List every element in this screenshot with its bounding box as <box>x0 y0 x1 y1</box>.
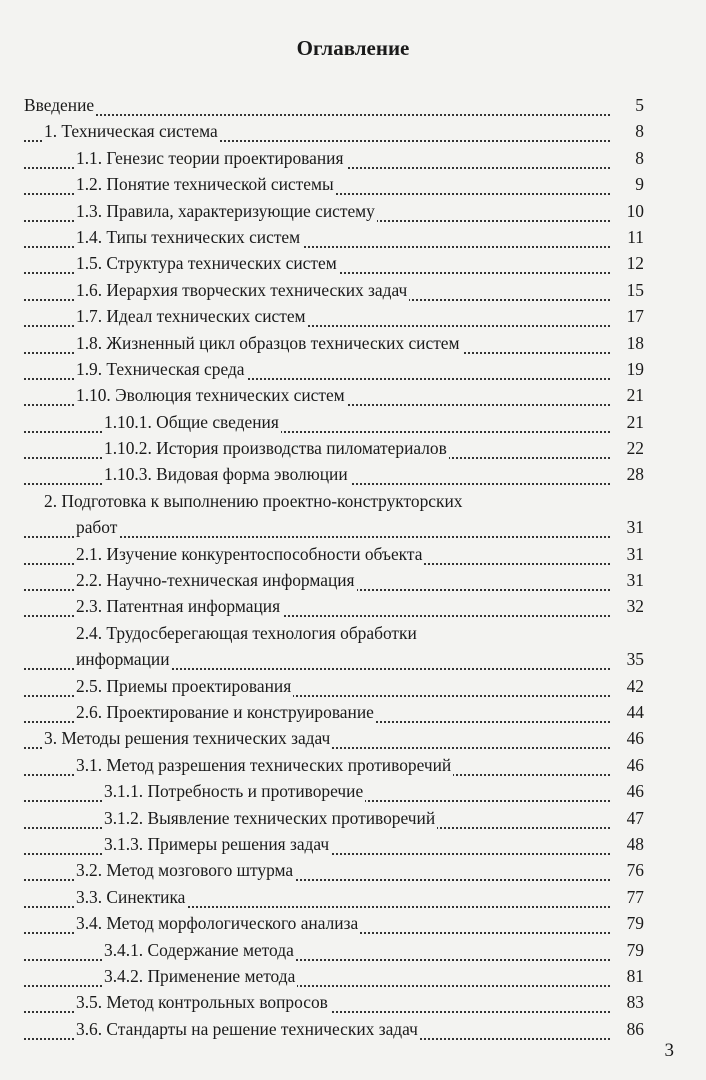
toc-entry <box>0 699 706 725</box>
toc-entry <box>0 831 706 857</box>
toc-entry-page: 22 <box>626 438 644 459</box>
toc-entry-page: 81 <box>626 965 644 986</box>
toc-entry-page: 11 <box>627 226 644 247</box>
toc-entry-title: 1.7. Идеал технических систем <box>76 303 308 329</box>
toc-entry-title: 1.3. Правила, характеризующие систему <box>76 198 377 224</box>
toc-entry-page: 12 <box>626 253 644 274</box>
table-of-contents <box>0 92 706 1042</box>
toc-entry <box>0 461 706 487</box>
toc-entry <box>0 805 706 831</box>
toc-leader-dots <box>24 100 610 116</box>
toc-entry <box>0 752 706 778</box>
toc-entry-page: 31 <box>626 543 644 564</box>
page-title: Оглавление <box>296 36 410 60</box>
toc-entry <box>0 646 706 672</box>
toc-entry-page: 10 <box>626 200 644 221</box>
toc-entry-title: 1.10. Эволюция технических систем <box>76 382 347 408</box>
toc-entry-page: 46 <box>626 781 644 802</box>
toc-entry <box>0 250 706 276</box>
toc-entry-page: 31 <box>626 570 644 591</box>
toc-entry-title: 2.1. Изучение конкурентоспособности объекта <box>76 541 424 567</box>
toc-entry-title: 2. Подготовка к выполнению проектно-конструкторских <box>44 488 464 514</box>
toc-entry <box>0 989 706 1015</box>
toc-entry <box>0 382 706 408</box>
toc-entry-page: 19 <box>626 358 644 379</box>
toc-entry <box>0 567 706 593</box>
toc-entry-title: 2.6. Проектирование и конструирование <box>76 699 376 725</box>
toc-entry-title: 1.10.1. Общие сведения <box>104 409 281 435</box>
toc-entry <box>0 409 706 435</box>
toc-entry <box>0 963 706 989</box>
toc-entry-page: 46 <box>626 728 644 749</box>
toc-entry <box>0 884 706 910</box>
toc-entry-title: 2.3. Патентная информация <box>76 593 282 619</box>
toc-entry-title: 3.4. Метод морфологического анализа <box>76 910 360 936</box>
toc-entry-title: 1.8. Жизненный цикл образцов технических систем <box>76 330 462 356</box>
toc-entry <box>0 488 706 514</box>
toc-entry-page: 35 <box>626 649 644 670</box>
toc-entry-title: 1.10.3. Видовая форма эволюции <box>104 461 350 487</box>
toc-entry-title: 3.5. Метод контрольных вопросов <box>76 989 330 1015</box>
toc-entry-title: 1.9. Техническая среда <box>76 356 247 382</box>
toc-entry <box>0 356 706 382</box>
toc-entry-page: 32 <box>626 596 644 617</box>
toc-entry-page: 28 <box>626 464 644 485</box>
toc-entry-page: 44 <box>626 701 644 722</box>
toc-entry-title: 2.5. Приемы проектирования <box>76 673 293 699</box>
toc-entry-title: 1.2. Понятие технической системы <box>76 171 336 197</box>
toc-entry <box>0 1016 706 1042</box>
toc-entry-page: 46 <box>626 754 644 775</box>
page-number: 3 <box>664 1040 674 1061</box>
toc-entry-title: информации <box>76 646 172 672</box>
toc-entry-title: 3.1.3. Примеры решения задач <box>104 831 331 857</box>
toc-entry-page: 18 <box>626 332 644 353</box>
toc-entry-title: 1.1. Генезис теории проектирования <box>76 145 346 171</box>
toc-entry <box>0 778 706 804</box>
toc-entry-page: 83 <box>626 992 644 1013</box>
toc-entry <box>0 277 706 303</box>
toc-entry-page: 9 <box>635 174 644 195</box>
toc-entry-title: 3. Методы решения технических задач <box>44 725 332 751</box>
toc-entry-page: 77 <box>626 886 644 907</box>
toc-entry-page: 21 <box>626 385 644 406</box>
toc-entry <box>0 857 706 883</box>
toc-entry-title: 3.1. Метод разрешения технических противоречий <box>76 752 453 778</box>
toc-entry <box>0 145 706 171</box>
toc-entry <box>0 198 706 224</box>
toc-entry-page: 8 <box>635 121 644 142</box>
toc-entry-title: 1. Техническая система <box>44 118 220 144</box>
toc-entry-title: 3.3. Синектика <box>76 884 187 910</box>
toc-entry-page: 79 <box>626 939 644 960</box>
toc-entry <box>0 910 706 936</box>
toc-entry-page: 17 <box>626 306 644 327</box>
toc-entry-title: 3.1.1. Потребность и противоречие <box>104 778 365 804</box>
toc-entry <box>0 620 706 646</box>
toc-entry-page: 48 <box>626 833 644 854</box>
toc-entry-page: 31 <box>626 517 644 538</box>
toc-entry-page: 47 <box>626 807 644 828</box>
toc-entry-page: 21 <box>626 411 644 432</box>
toc-entry-title: 1.10.2. История производства пиломатериалов <box>104 435 449 461</box>
toc-entry-title: 3.4.2. Применение метода <box>104 963 297 989</box>
toc-entry-page: 76 <box>626 860 644 881</box>
toc-entry <box>0 92 706 118</box>
toc-entry-page: 15 <box>626 279 644 300</box>
toc-entry-title: 3.2. Метод мозгового штурма <box>76 857 295 883</box>
toc-entry-title: Введение <box>24 92 96 118</box>
toc-entry <box>0 118 706 144</box>
toc-entry <box>0 593 706 619</box>
toc-entry-title: работ <box>76 514 119 540</box>
toc-entry <box>0 171 706 197</box>
toc-entry <box>0 541 706 567</box>
toc-entry <box>0 303 706 329</box>
toc-entry <box>0 673 706 699</box>
toc-entry-title: 2.2. Научно-техническая информация <box>76 567 357 593</box>
toc-entry <box>0 725 706 751</box>
toc-entry-page: 5 <box>635 95 644 115</box>
toc-entry <box>0 330 706 356</box>
toc-entry-title: 3.4.1. Содержание метода <box>104 937 296 963</box>
toc-entry-page: 8 <box>635 147 644 168</box>
toc-entry-page: 42 <box>626 675 644 696</box>
toc-entry-page: 86 <box>626 1018 644 1039</box>
toc-entry-title: 3.1.2. Выявление технических противоречий <box>104 805 437 831</box>
toc-entry <box>0 435 706 461</box>
toc-entry-title: 2.4. Трудосберегающая технология обработки <box>76 620 419 646</box>
toc-entry-title: 1.5. Структура технических систем <box>76 250 339 276</box>
toc-entry-title: 1.4. Типы технических систем <box>76 224 302 250</box>
toc-entry <box>0 224 706 250</box>
toc-entry <box>0 937 706 963</box>
toc-entry-title: 3.6. Стандарты на решение технических задач <box>76 1016 420 1042</box>
toc-entry-page: 79 <box>626 913 644 934</box>
toc-entry <box>0 514 706 540</box>
toc-entry-title: 1.6. Иерархия творческих технических задач <box>76 277 409 303</box>
